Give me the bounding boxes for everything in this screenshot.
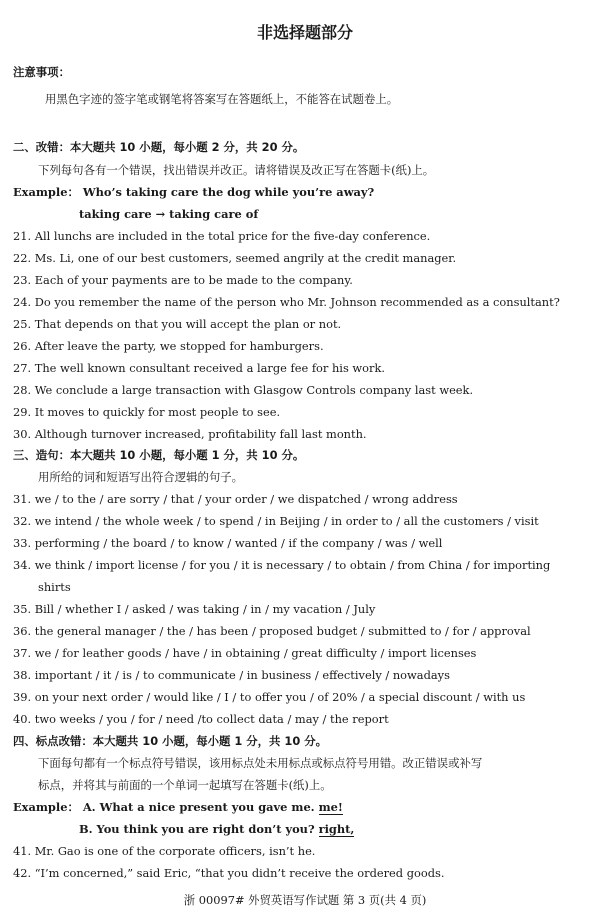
list-item: 36. the general manager / the / has been / proposed budget / submitted to / for / approval [13, 624, 531, 638]
list-item: 25. That depends on that you will accept the plan or not. [13, 317, 342, 331]
example-label: Example： [13, 800, 79, 814]
list-item: 26. After leave the party, we stopped for hamburgers. [13, 339, 324, 353]
example-answer: me! [318, 800, 343, 814]
list-item: 30. Although turnover increased, profitability fall last month. [13, 427, 367, 441]
list-item: 41. Mr. Gao is one of the corporate officers, isn’t he. [13, 844, 316, 858]
list-item: 27. The well known consultant received a large fee for his work. [13, 361, 385, 375]
list-item: 38. important / it / is / to communicate / in business / effectively / nowadays [13, 668, 450, 682]
list-item: 23. Each of your payments are to be made to the company. [13, 273, 353, 287]
example-label: Example： [13, 185, 79, 199]
list-item: 22. Ms. Li, one of our best customers, seemed angrily at the credit manager. [13, 251, 457, 265]
section4-heading: 四、标点改错：本大题共 10 小题，每小题 1 分，共 10 分。 [13, 734, 328, 748]
section4-instruction-2: 标点，并将其与前面的一个单词一起填写在答题卡(纸)上。 [38, 778, 332, 792]
section4-example-a [13, 799, 343, 815]
section3-instruction: 用所给的词和短语写出符合逻辑的句子。 [38, 470, 244, 484]
list-item-continuation: shirts [38, 580, 71, 594]
list-item: 21. All lunchs are included in the total price for the five-day conference. [13, 229, 431, 243]
list-item: 31. we / to the / are sorry / that / your order / we dispatched / wrong address [13, 492, 458, 506]
list-item: 34. we think / import license / for you / it is necessary / to obtain / from China / for importing [13, 558, 551, 572]
list-item: 37. we / for leather goods / have / in obtaining / great difficulty / import licenses [13, 646, 477, 660]
list-item: 35. Bill / whether I / asked / was taking / in / my vacation / July [13, 602, 376, 616]
list-item: 40. two weeks / you / for / need /to collect data / may / the report [13, 712, 389, 726]
page-title: 非选择题部分 [256, 23, 353, 42]
section2-example-answer: taking care → taking care of [79, 207, 259, 221]
page-footer: 浙 00097# 外贸英语写作试题 第 3 页(共 4 页) [183, 893, 427, 907]
section2-instruction: 下列每句各有一个错误，找出错误并改正。请将错误及改正写在答题卡(纸)上。 [38, 163, 435, 177]
example-answer: right, [318, 822, 355, 836]
list-item: 28. We conclude a large transaction with Glasgow Controls company last week. [13, 383, 474, 397]
list-item: 32. we intend / the whole week / to spend / in Beijing / in order to / all the customers / visit [13, 514, 539, 528]
list-item: 33. performing / the board / to know / wanted / if the company / was / well [13, 536, 443, 550]
notice-text: 用黑色字迹的签字笔或钢笔将答案写在答题纸上，不能答在试题卷上。 [45, 92, 399, 106]
section2-heading: 二、改错：本大题共 10 小题，每小题 2 分，共 20 分。 [13, 140, 305, 154]
example-sentence: A. What a nice present you gave me. [82, 800, 315, 814]
list-item: 29. It moves to quickly for most people to see. [13, 405, 281, 419]
notice-heading: 注意事项： [13, 65, 70, 79]
list-item: 24. Do you remember the name of the person who Mr. Johnson recommended as a consultant? [13, 295, 560, 309]
list-item: 42. “I’m concerned,” said Eric, “that you didn’t receive the ordered goods. [13, 866, 445, 880]
section4-instruction-1: 下面每句都有一个标点符号错误，该用标点处未用标点或标点符号用错。改正错误或补写 [38, 756, 483, 770]
list-item: 39. on your next order / would like / I / to offer you / of 20% / a special discount / with us [13, 690, 526, 704]
section4-example-b [79, 821, 354, 837]
section3-heading: 三、造句：本大题共 10 小题，每小题 1 分，共 10 分。 [13, 448, 305, 462]
example-sentence: B. You think you are right don’t you? [79, 822, 315, 836]
section2-example-label [13, 184, 374, 200]
example-sentence: Who’s taking care the dog while you’re away? [82, 185, 375, 199]
